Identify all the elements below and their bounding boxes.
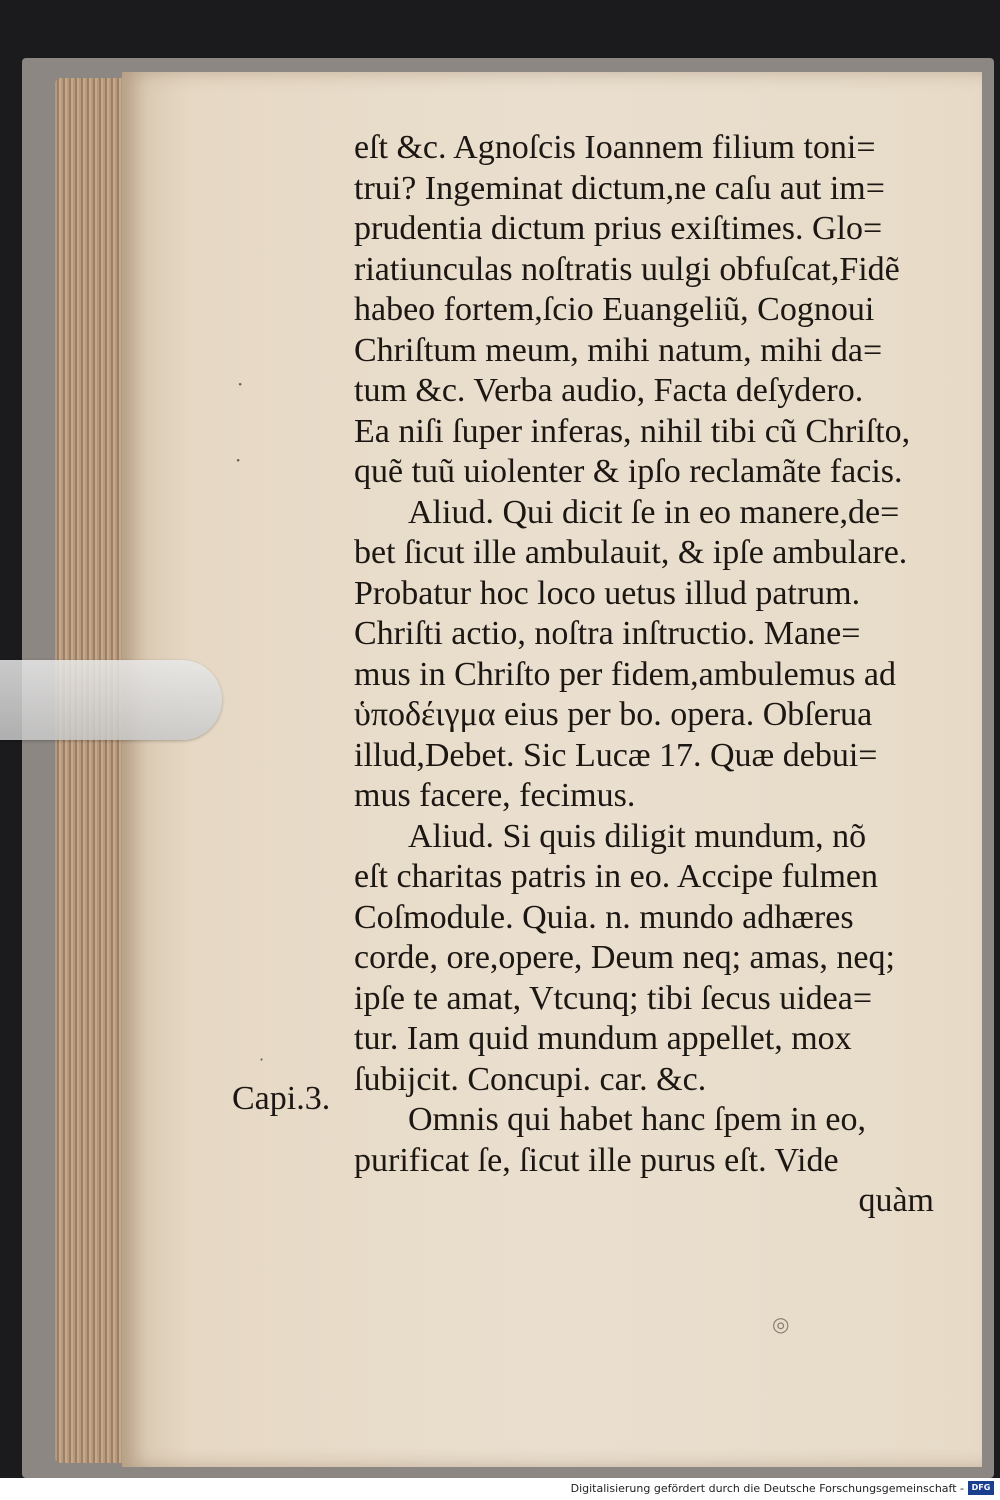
text-line: Aliud. Si quis diligit mundum, nõ: [408, 817, 867, 855]
text-line: Ea niſi ſuper inferas, nihil tibi cũ Chriſto,: [354, 412, 911, 450]
text-line: Aliud. Qui dicit ſe in eo manere,de=: [408, 493, 900, 531]
text-line: Chriſti actio, noſtra inſtructio. Mane=: [354, 615, 861, 652]
margin-mark: ·: [259, 1050, 265, 1069]
text-line: riatiunculas noſtratis uulgi obfuſcat,Fidẽ: [354, 250, 900, 288]
margin-mark: ·: [235, 448, 242, 472]
text-line: corde, ore,opere, Deum neq; amas, neq;: [354, 939, 895, 976]
text-line: ὑποδέιγμα eius per bo. opera. Obſerua: [354, 696, 873, 733]
library-stamp-icon: ◎: [772, 1312, 790, 1336]
footer-credit: Digitalisierung gefördert durch die Deutsche Forschungsgemeinschaft -: [570, 1482, 964, 1495]
ribbon-bookmark: [0, 660, 222, 740]
text-line: Omnis qui habet hanc ſpem in eo,: [408, 1101, 866, 1138]
text-line: quẽ tuũ uiolenter & ipſo reclamãte facis.: [354, 453, 903, 490]
text-line: prudentia dictum prius exiſtimes. Glo=: [354, 210, 883, 247]
dfg-logo-icon: DFG: [968, 1481, 994, 1495]
text-line: habeo fortem,ſcio Euangeliũ, Cognoui: [354, 291, 875, 328]
text-line: Probatur hoc loco uetus illud patrum.: [354, 574, 861, 612]
text-line: bet ſicut ille ambulauit, & ipſe ambulare.: [354, 534, 908, 571]
catchword: quàm: [858, 1182, 934, 1219]
text-line: tur. Iam quid mundum appellet, mox: [354, 1020, 852, 1057]
margin-mark: ·: [237, 372, 244, 396]
margin-note: Capi.3.: [232, 1080, 331, 1117]
text-line: Coſmodule. Quia. n. mundo adhæres: [354, 898, 854, 936]
text-line: ipſe te amat, Vtcunq; tibi ſecus uidea=: [354, 979, 873, 1017]
text-line: eſt &c. Agnoſcis Ioannem filium toni=: [354, 129, 876, 166]
text-line: mus in Chriſto per fidem,ambulemus ad: [354, 655, 897, 693]
text-line: trui? Ingeminat dictum,ne caſu aut im=: [354, 169, 885, 207]
text-line: eſt charitas patris in eo. Accipe fulmen: [354, 858, 878, 895]
text-line: Chriſtum meum, mihi natum, mihi da=: [354, 331, 883, 369]
text-line: purificat ſe, ſicut ille purus eſt. Vide: [354, 1141, 839, 1179]
text-line: mus facere, fecimus.: [354, 777, 636, 814]
main-text: [354, 128, 938, 1222]
text-line: tum &c. Verba audio, Facta deſydero.: [354, 372, 864, 409]
text-line: illud,Debet. Sic Lucæ 17. Quæ debui=: [354, 736, 878, 774]
text-line: ſubijcit. Concupi. car. &c.: [354, 1060, 707, 1098]
